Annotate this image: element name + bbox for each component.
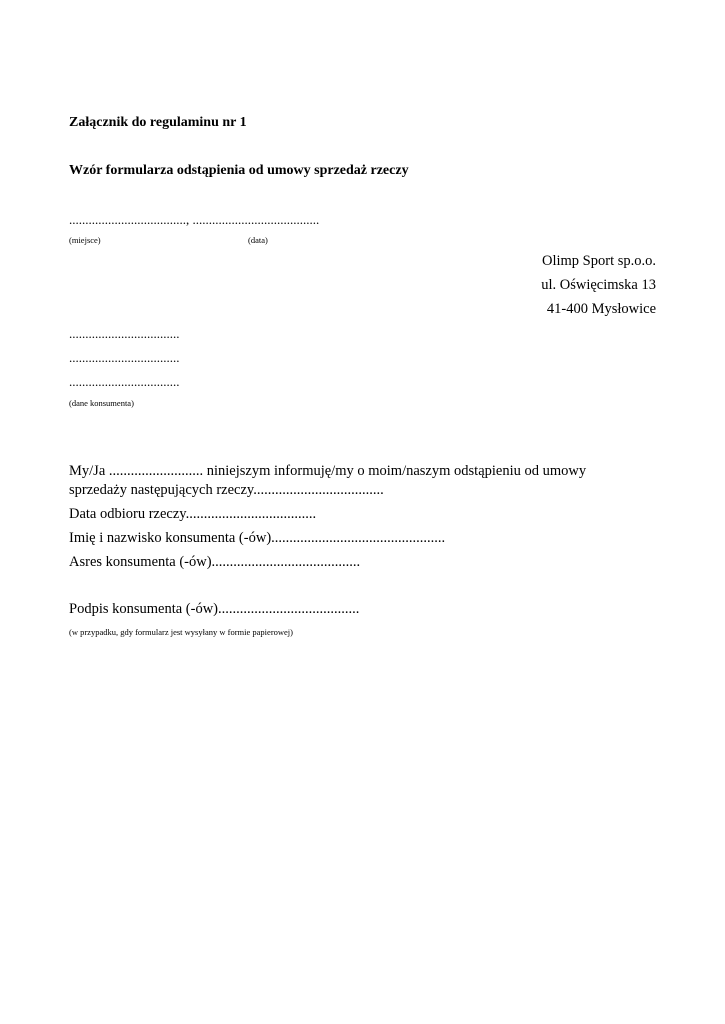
signature-field: Podpis konsumenta (-ów)....................................... <box>69 601 360 617</box>
consumer-name-field: Imię i nazwisko konsumenta (-ów)................................................ <box>69 530 446 546</box>
recipient-street: ul. Oświęcimska 13 <box>541 277 656 293</box>
consumer-data-line: .................................. <box>69 326 180 341</box>
consumer-address-field: Asres konsumenta (-ów)......................................... <box>69 554 361 570</box>
place-label: (miejsce) <box>69 235 101 245</box>
consumer-data-label: (dane konsumenta) <box>69 398 134 408</box>
place-date-line: ...................................., ....................................... <box>69 212 320 227</box>
annex-title: Załącznik do regulaminu nr 1 <box>69 115 247 130</box>
date-label: (data) <box>248 235 268 245</box>
consumer-data-line: .................................. <box>69 374 180 389</box>
signature-note: (w przypadku, gdy formularz jest wysyłany w formie papierowej) <box>69 627 294 637</box>
statement-line-2: sprzedaży następujących rzeczy.................................... <box>69 482 384 498</box>
recipient-city: 41-400 Mysłowice <box>546 301 656 317</box>
consumer-data-line: .................................. <box>69 350 180 365</box>
receipt-date-field: Data odbioru rzeczy.................................... <box>69 506 317 522</box>
recipient-name: Olimp Sport sp.o.o. <box>542 253 656 269</box>
statement-line-1: My/Ja .......................... niniejszym informuję/my o moim/naszym odstąpieniu od umowy <box>69 463 587 479</box>
form-title: Wzór formularza odstąpienia od umowy sprzedaż rzeczy <box>69 163 409 178</box>
